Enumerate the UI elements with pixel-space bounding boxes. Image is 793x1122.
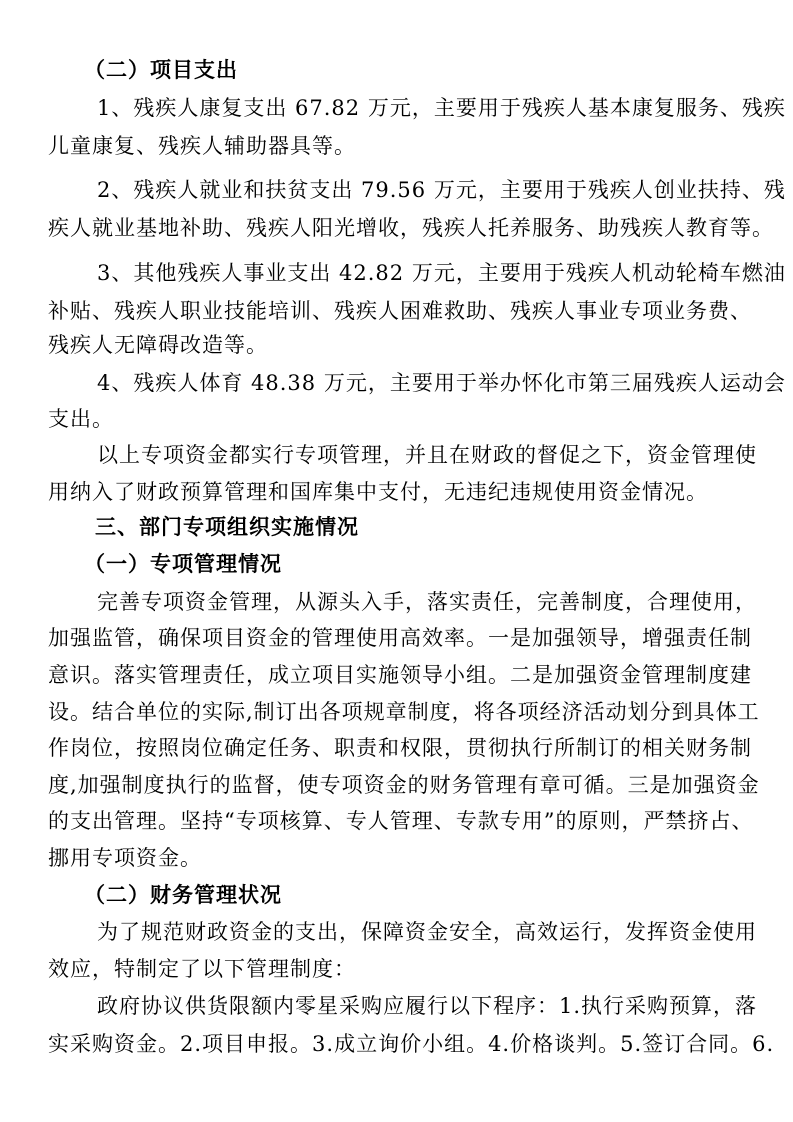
paragraph-line: 实采购资金。2.项目申报。3.成立询价小组。4.价格谈判。5.签订合同。6. <box>48 1032 775 1056</box>
section-heading-implementation: 三、部门专项组织实施情况 <box>95 515 359 539</box>
paragraph-line: 3、其他残疾人事业支出 42.82 万元，主要用于残疾人机动轮椅车燃油 <box>97 261 786 285</box>
paragraph-line: 作岗位，按照岗位确定任务、职责和权限，贯彻执行所制订的相关财务制 <box>48 736 752 760</box>
paragraph-line: 补贴、残疾人职业技能培训、残疾人困难救助、残疾人事业专项业务费、 <box>48 299 752 323</box>
paragraph-line: 1、残疾人康复支出 67.82 万元，主要用于残疾人基本康复服务、残疾 <box>97 96 786 120</box>
paragraph-line: 完善专项资金管理，从源头入手，落实责任，完善制度，合理使用， <box>97 590 757 614</box>
paragraph-line: 支出。 <box>48 407 114 431</box>
paragraph-line: 度,加强制度执行的监督，使专项资金的财务管理有章可循。三是加强资金 <box>48 773 760 797</box>
paragraph-line: 加强监管，确保项目资金的管理使用高效率。一是加强领导，增强责任制 <box>48 626 752 650</box>
paragraph-line: 效应，特制定了以下管理制度： <box>48 957 356 981</box>
paragraph-line: 残疾人无障碍改造等。 <box>48 333 268 357</box>
paragraph-line: 意识。落实管理责任，成立项目实施领导小组。二是加强资金管理制度建 <box>48 663 752 687</box>
paragraph-line: 疾人就业基地补助、残疾人阳光增收，残疾人托养服务、助残疾人教育等。 <box>48 216 774 240</box>
paragraph-line: 4、残疾人体育 48.38 万元，主要用于举办怀化市第三届残疾人运动会 <box>97 371 786 395</box>
paragraph-line: 2、残疾人就业和扶贫支出 79.56 万元，主要用于残疾人创业扶持、残 <box>97 178 786 202</box>
subsection-heading-management: （一）专项管理情况 <box>84 552 282 576</box>
paragraph-line: 挪用专项资金。 <box>48 846 202 870</box>
paragraph-line: 政府协议供货限额内零星采购应履行以下程序：1.执行采购预算，落 <box>97 994 758 1018</box>
paragraph-line: 儿童康复、残疾人辅助器具等。 <box>48 134 356 158</box>
paragraph-line: 的支出管理。坚持“专项核算、专人管理、专款专用”的原则，严禁挤占、 <box>48 809 754 833</box>
paragraph-line: 为了规范财政资金的支出，保障资金安全，高效运行，发挥资金使用 <box>97 920 757 944</box>
paragraph-line: 设。结合单位的实际,制订出各项规章制度，将各项经济活动划分到具体工 <box>48 700 760 724</box>
section-heading-project-expenditure: （二）项目支出 <box>84 58 238 82</box>
paragraph-line: 用纳入了财政预算管理和国库集中支付，无违纪违规使用资金情况。 <box>48 480 708 504</box>
subsection-heading-finance: （二）财务管理状况 <box>84 883 282 907</box>
paragraph-line: 以上专项资金都实行专项管理，并且在财政的督促之下，资金管理使 <box>97 443 757 467</box>
